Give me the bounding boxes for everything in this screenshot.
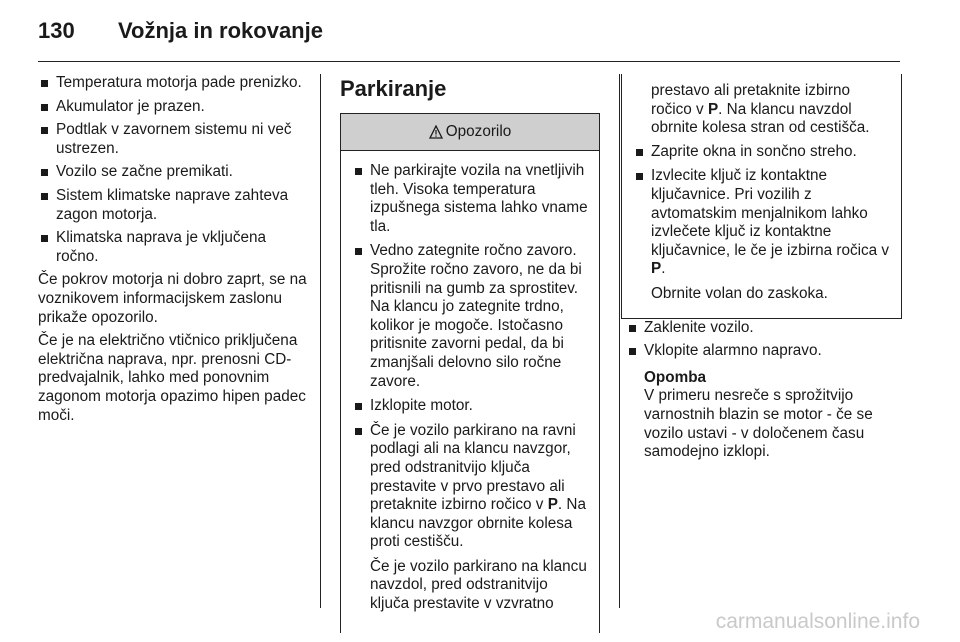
column-right [626,74,902,462]
list-item [626,342,902,361]
bullet-square-icon [41,235,48,242]
paragraph-steering: Obrnite volan do zaskoka. [651,284,828,302]
text-segment: prestavo ali pretaknite izbirno ročico v [651,82,850,118]
list-item-text-end: . [661,260,666,278]
header-divider [38,61,900,62]
paragraph-downhill: Če je vozilo parkirano na klancu navzdol, pred odstranitvijo ključa prestavite v vzvratno [370,557,587,613]
warning-body [341,151,599,633]
list-item [38,187,310,224]
list-item [626,319,902,338]
list-item-text: Temperatura motorja pade prenizko. [56,74,302,91]
column-middle [340,74,602,633]
list-item [38,74,310,93]
list-item-text: Zaklenite vozilo. [644,318,754,336]
list-item [38,163,310,182]
bullet-square-icon [41,104,48,111]
column-divider-right [619,74,620,608]
bullet-square-icon [355,428,362,435]
note-text: V primeru nesreče s sprožitvijo varnostnih blazin se motor - če se vozilo ustavi - v določenem času samodejno izklopi. [644,387,873,461]
warning-label: Opozorilo [445,122,512,140]
gear-position-p: P [547,496,558,514]
bullet-square-icon [355,248,362,255]
warning-list [352,162,589,552]
gear-position-p: P [651,260,662,278]
bullet-square-icon [355,403,362,410]
bullet-square-icon [636,149,643,156]
list-item [633,143,895,162]
paragraph-socket: Če je na električno vtičnico priključena električna naprava, npr. prenosni CD-predvajalnik, lahko med ponovnim zagonom motorja opazimo hipen padec moči. [38,332,306,424]
list-item-text: Vozilo se začne premikati. [56,163,233,181]
bullet-square-icon [41,127,48,134]
list-item-text: Izklopite motor. [370,397,473,415]
list-item [352,242,589,391]
list-item-text: Ne parkirajte vozila na vnetljivih tleh. Visoka temperatura izpušnega sistema lahko vname tla. [370,162,588,235]
section-heading: Parkiranje [340,76,447,101]
note-label: Opomba [644,368,707,386]
list-item [352,422,589,552]
list-item-text: Izvlecite ključ iz kontaktne ključavnice. Pri vozilih z avtomatskim menjalnikom lahko izvlečete ključ iz kontaktne ključavnice, le če je izbirna ročica v [651,167,890,259]
bullet-square-icon [41,193,48,200]
paragraph-hood: Če pokrov motorja ni dobro zaprt, se na voznikovem informacijskem zaslonu prikaže opozorilo. [38,271,307,326]
list-item-text: Če je vozilo parkirano na ravni podlagi ali na klancu navzgor, pred odstranitvijo ključa prestavite v prvo prestavo ali pretaknite izbirno ročico v [370,421,576,514]
list-item-text-end: . Na klancu navzgor obrnite kolesa proti cestišču. [370,496,586,551]
text-segment: . Na klancu navzdol obrnite kolesa stran od cestišča. [651,100,870,137]
list-item [633,167,895,279]
bullet-square-icon [629,325,636,332]
bullet-square-icon [636,173,643,180]
list-item-text: Zaprite okna in sončno streho. [651,142,857,160]
warning-box-continued [621,74,902,319]
watermark: carmanualsonline.info [715,610,920,633]
bullet-square-icon [355,168,362,175]
list-item [38,121,310,158]
page-number: 130 [38,18,75,43]
page-header [0,0,960,62]
list-item [352,397,589,416]
list-item-text: Podtlak v zavornem sistemu ni več ustrezen. [56,121,292,157]
bullet-square-icon [629,348,636,355]
list-item [38,98,310,117]
list-item-text: Akumulator je prazen. [56,97,205,115]
list-item [38,229,310,266]
list-item-text: Klimatska naprava je vključena ročno. [56,229,267,265]
note-block [626,369,902,462]
warning-box [340,113,600,633]
list-item-text: Sistem klimatske naprave zahteva zagon motorja. [56,186,289,223]
bullet-square-icon [41,169,48,176]
conditions-list [38,74,310,266]
list-item-text: Vedno zategnite ročno zavoro. Sprožite ročno zavoro, ne da bi pritisnili na gumb za sprostitev. Na klancu jo zategnite trdno, kolikor je mogoče. Istočasno pritisnite zavorni pedal, da bi zmanjšali delovno silo ročne zavore. [370,242,582,390]
warning-list-continued [633,143,895,279]
page-title: Vožnja in rokovanje [118,18,323,43]
final-steps-list [626,319,902,361]
warning-triangle-icon [429,125,443,139]
column-left [38,74,310,430]
list-item [352,162,589,236]
column-divider-left [320,74,321,608]
gear-position-p: P [707,100,719,118]
bullet-square-icon [41,80,48,87]
list-item-text: Vklopite alarmno napravo. [644,342,822,360]
warning-header [341,114,599,151]
warning-continued-text [633,82,895,138]
